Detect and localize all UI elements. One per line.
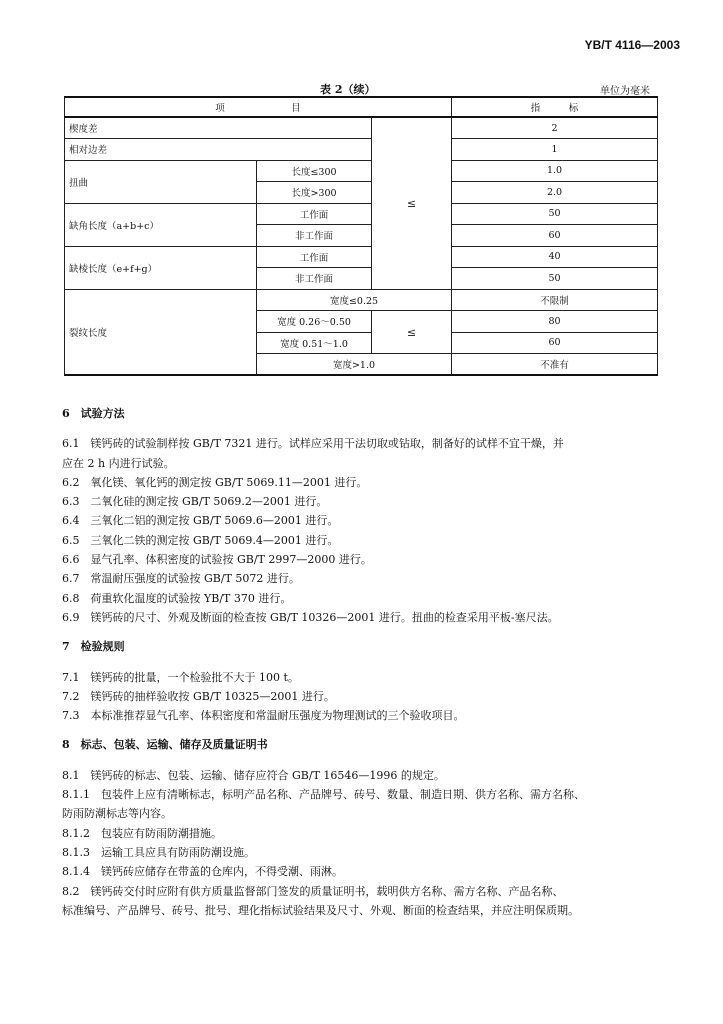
table-header-row	[65, 97, 658, 117]
body-text	[62, 404, 662, 920]
row-label: 缺棱长度（e+f+g）	[65, 246, 257, 289]
row-value: 2.0	[452, 182, 658, 204]
paragraph: 8.1.1 包装件上应有清晰标志，标明产品名称、产品牌号、砖号、数量、制造日期、供方名称、需方名称、	[62, 788, 585, 802]
row-label: 缺角长度（a+b+c）	[65, 203, 257, 246]
spec-table	[64, 96, 658, 376]
paragraph: 防雨防潮标志等内容。	[62, 807, 172, 821]
sub-label: 非工作面	[257, 225, 372, 247]
sub-label: 宽度 0.26～0.50	[257, 311, 372, 333]
row-value: 60	[452, 225, 658, 247]
sub-label: 长度>300	[257, 182, 372, 204]
table-row	[65, 160, 658, 182]
table-row	[65, 289, 658, 311]
row-value: 80	[452, 311, 658, 333]
row-label: 相对边差	[65, 139, 372, 161]
standard-code: YB/T 4116—2003	[584, 38, 680, 52]
row-value: 1.0	[452, 160, 658, 182]
paragraph: 8.1 镁钙砖的标志、包装、运输、储存应符合 GB/T 16546—1996 的规定。	[62, 768, 445, 782]
table-row	[65, 139, 658, 161]
row-label: 扭曲	[65, 160, 257, 203]
row-value: 2	[452, 117, 658, 139]
paragraph: 标准编号、产品牌号、砖号、批号、理化指标试验结果及尺寸、外观、断面的检查结果，并应注明保质期。	[62, 903, 579, 917]
paragraph: 6.7 常温耐压强度的试验按 GB/T 5072 进行。	[62, 572, 300, 586]
row-value: 40	[452, 246, 658, 268]
row-value: 1	[452, 139, 658, 161]
table-unit: 单位为毫米	[600, 86, 650, 97]
paragraph: 6.1 镁钙砖的试验制样按 GB/T 7321 进行。试样应采用干法切取或钻取，制备好的试样不宜干燥，并	[62, 437, 564, 451]
paragraph: 8.1.2 包装应有防雨防潮措施。	[62, 826, 222, 840]
row-value: 50	[452, 203, 658, 225]
row-value: 不限制	[452, 289, 658, 311]
paragraph: 7.2 镁钙砖的抽样验收按 GB/T 10325—2001 进行。	[62, 689, 335, 703]
paragraph: 8.2 镁钙砖交付时应附有供方质量监督部门签发的质量证明书，载明供方名称、需方名称、产品名称、	[62, 884, 564, 898]
header-index: 指 标	[452, 97, 658, 117]
row-label: 楔度差	[65, 117, 372, 139]
section-title: 8 标志、包装、运输、储存及质量证明书	[62, 738, 268, 752]
paragraph: 6.9 镁钙砖的尺寸、外观及断面的检查按 GB/T 10326—2001 进行。扭曲的检查采用平板-塞尺法。	[62, 610, 559, 624]
row-value: 60	[452, 332, 658, 354]
sub-label: 长度≤300	[257, 160, 372, 182]
paragraph: 6.3 二氧化硅的测定按 GB/T 5069.2—2001 进行。	[62, 495, 328, 509]
sub-label: 宽度 0.51～1.0	[257, 332, 372, 354]
sub-label: 工作面	[257, 203, 372, 225]
row-value: 不准有	[452, 354, 658, 376]
paragraph: 6.2 氧化镁、氧化钙的测定按 GB/T 5069.11—2001 进行。	[62, 475, 368, 489]
paragraph: 6.5 三氧化二铁的测定按 GB/T 5069.4—2001 进行。	[62, 533, 339, 547]
paragraph: 8.1.3 运输工具应具有防雨防潮设施。	[62, 845, 255, 859]
sub-label: 宽度>1.0	[257, 354, 452, 376]
sub-label: 非工作面	[257, 268, 372, 290]
paragraph: 6.8 荷重软化温度的试验按 YB/T 370 进行。	[62, 591, 292, 605]
sub-label: 宽度≤0.25	[257, 289, 452, 311]
table-title: 表 2（续）	[320, 83, 376, 96]
table-row	[65, 246, 658, 268]
table-row	[65, 117, 658, 139]
paragraph: 6.4 三氧化二铝的测定按 GB/T 5069.6—2001 进行。	[62, 514, 339, 528]
header-item: 项 目	[65, 97, 452, 117]
paragraph: 6.6 显气孔率、体积密度的试验按 GB/T 2997—2000 进行。	[62, 553, 372, 567]
paragraph: 7.3 本标准推荐显气孔率、体积密度和常温耐压强度为物理测试的三个验收项目。	[62, 709, 465, 723]
paragraph: 7.1 镁钙砖的批量，一个检验批不大于 100 t。	[62, 670, 299, 684]
table-row	[65, 203, 658, 225]
row-value: 50	[452, 268, 658, 290]
section-title: 7 检验规则	[62, 640, 125, 654]
row-label: 裂纹长度	[65, 289, 257, 375]
section-title: 6 试验方法	[62, 407, 125, 420]
sub-label: 工作面	[257, 246, 372, 268]
paragraph: 8.1.4 镁钙砖应储存在带盖的仓库内，不得受潮、雨淋。	[62, 865, 343, 879]
le-symbol: ≤	[372, 311, 452, 354]
paragraph: 应在 2 h 内进行试验。	[62, 456, 175, 470]
le-symbol: ≤	[372, 117, 452, 289]
